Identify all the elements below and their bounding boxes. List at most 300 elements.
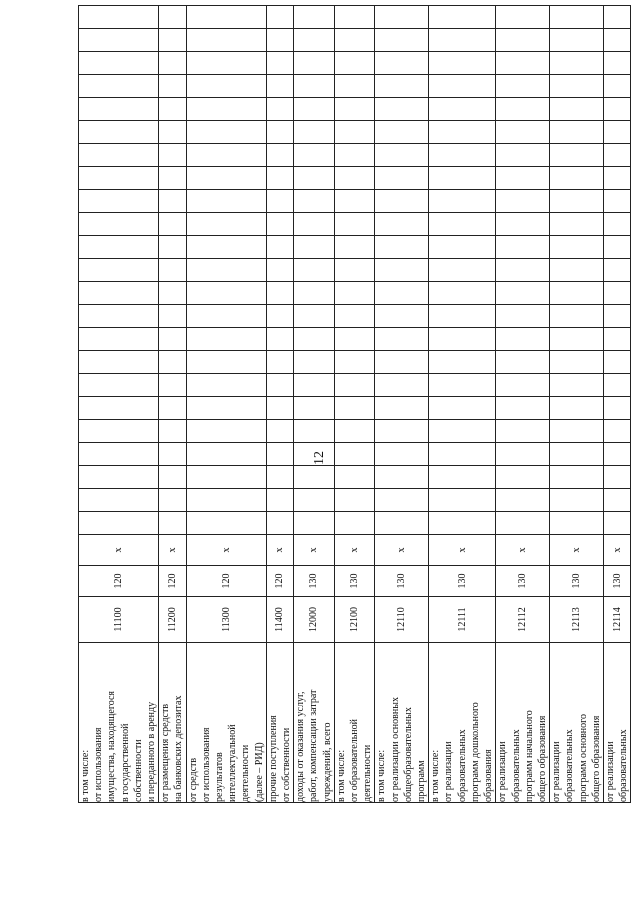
value-cell[interactable] xyxy=(375,259,429,282)
row-name-cell xyxy=(603,643,630,803)
value-cell[interactable] xyxy=(603,213,630,236)
value-cell[interactable] xyxy=(334,443,375,466)
value-cell[interactable] xyxy=(79,29,159,52)
value-cell[interactable] xyxy=(159,443,186,466)
value-cell[interactable] xyxy=(429,351,496,374)
value-cell[interactable] xyxy=(496,374,550,397)
row-code-cell: 12112 xyxy=(496,597,550,643)
row-name-line: от реализации xyxy=(443,741,455,802)
value-cell[interactable] xyxy=(550,512,604,535)
value-cell[interactable] xyxy=(496,6,550,29)
value-cell[interactable] xyxy=(186,282,266,305)
value-cell[interactable] xyxy=(496,282,550,305)
value-cell[interactable] xyxy=(79,213,159,236)
value-cell[interactable] xyxy=(266,6,293,29)
row-kosgu-cell: 130 xyxy=(496,566,550,597)
row-name-line: от средств xyxy=(187,757,199,802)
value-cell[interactable] xyxy=(496,351,550,374)
value-cell[interactable] xyxy=(186,397,266,420)
value-cell[interactable] xyxy=(550,75,604,98)
value-cell[interactable] xyxy=(603,121,630,144)
value-cell[interactable] xyxy=(79,397,159,420)
value-cell[interactable] xyxy=(159,282,186,305)
value-cell[interactable] xyxy=(603,259,630,282)
value-cell[interactable] xyxy=(79,420,159,443)
value-cell[interactable] xyxy=(79,167,159,190)
value-cell[interactable] xyxy=(266,190,293,213)
value-cell[interactable] xyxy=(186,236,266,259)
value-cell[interactable] xyxy=(159,489,186,512)
value-cell[interactable] xyxy=(186,52,266,75)
value-cell[interactable] xyxy=(375,121,429,144)
value-cell[interactable] xyxy=(550,351,604,374)
value-cell[interactable] xyxy=(375,420,429,443)
value-cell[interactable] xyxy=(334,52,375,75)
value-cell[interactable] xyxy=(496,75,550,98)
row-name-line: программ основного xyxy=(577,713,589,802)
value-cell[interactable] xyxy=(550,374,604,397)
table-row xyxy=(334,6,375,803)
value-cell[interactable] xyxy=(334,190,375,213)
value-cell[interactable] xyxy=(294,236,335,259)
value-cell[interactable] xyxy=(603,282,630,305)
value-cell[interactable] xyxy=(375,282,429,305)
value-cell[interactable] xyxy=(603,190,630,213)
row-code-cell: 11200 xyxy=(159,597,186,643)
value-cell[interactable] xyxy=(294,144,335,167)
value-cell[interactable] xyxy=(375,443,429,466)
value-cell[interactable] xyxy=(375,397,429,420)
value-cell[interactable] xyxy=(603,98,630,121)
value-cell[interactable] xyxy=(266,489,293,512)
value-cell[interactable] xyxy=(429,466,496,489)
value-cell[interactable] xyxy=(294,512,335,535)
row-name-line: общеобразовательных xyxy=(402,707,414,802)
value-cell[interactable] xyxy=(603,29,630,52)
row-name-line: имущества, находящегося xyxy=(106,691,118,802)
value-cell[interactable] xyxy=(334,282,375,305)
value-cell[interactable] xyxy=(603,397,630,420)
value-cell[interactable] xyxy=(186,75,266,98)
value-cell[interactable] xyxy=(550,144,604,167)
value-cell[interactable] xyxy=(429,213,496,236)
value-cell[interactable] xyxy=(159,190,186,213)
value-cell[interactable] xyxy=(159,259,186,282)
value-cell[interactable] xyxy=(550,282,604,305)
row-name-line: от реализации xyxy=(497,741,509,802)
row-name-line: в том числе: xyxy=(376,749,388,802)
value-cell[interactable] xyxy=(159,29,186,52)
value-cell[interactable] xyxy=(603,420,630,443)
value-cell[interactable] xyxy=(79,489,159,512)
value-cell[interactable] xyxy=(266,282,293,305)
value-cell[interactable] xyxy=(159,328,186,351)
value-cell[interactable] xyxy=(334,75,375,98)
row-name-line: в том числе: xyxy=(80,749,91,802)
value-cell[interactable] xyxy=(294,6,335,29)
value-cell[interactable] xyxy=(496,443,550,466)
value-cell[interactable] xyxy=(375,374,429,397)
value-cell[interactable] xyxy=(79,443,159,466)
row-name-line: общего образования xyxy=(590,715,602,802)
row-name-line: деятельности xyxy=(240,744,252,802)
value-cell[interactable] xyxy=(266,144,293,167)
value-cell[interactable] xyxy=(550,52,604,75)
row-mark-cell: x xyxy=(79,535,159,566)
value-cell[interactable] xyxy=(496,328,550,351)
value-cell[interactable] xyxy=(429,144,496,167)
row-name-line: образования xyxy=(483,749,495,802)
value-cell[interactable] xyxy=(294,489,335,512)
value-cell[interactable] xyxy=(375,213,429,236)
row-name-line: деятельности xyxy=(362,744,374,802)
value-cell[interactable] xyxy=(550,397,604,420)
value-cell[interactable] xyxy=(294,374,335,397)
value-cell[interactable] xyxy=(186,167,266,190)
value-cell[interactable] xyxy=(186,190,266,213)
value-cell[interactable] xyxy=(186,29,266,52)
value-cell[interactable] xyxy=(159,213,186,236)
row-name-line: от использования xyxy=(93,727,105,802)
value-cell[interactable] xyxy=(186,466,266,489)
value-cell[interactable] xyxy=(603,144,630,167)
value-cell[interactable] xyxy=(496,512,550,535)
row-name-line: от размещения средств xyxy=(160,703,172,802)
value-cell[interactable] xyxy=(186,213,266,236)
value-cell[interactable] xyxy=(550,213,604,236)
value-cell[interactable] xyxy=(429,328,496,351)
value-cell[interactable] xyxy=(334,121,375,144)
value-cell[interactable] xyxy=(429,489,496,512)
value-cell[interactable] xyxy=(375,98,429,121)
value-cell[interactable] xyxy=(294,397,335,420)
value-cell[interactable] xyxy=(294,121,335,144)
row-kosgu-cell: 130 xyxy=(429,566,496,597)
value-cell[interactable] xyxy=(496,259,550,282)
value-cell[interactable] xyxy=(496,489,550,512)
row-name-line: и переданного в аренду xyxy=(146,701,158,802)
value-cell[interactable] xyxy=(266,167,293,190)
row-code-cell: 12100 xyxy=(334,597,375,643)
value-cell[interactable] xyxy=(375,6,429,29)
value-cell[interactable] xyxy=(159,98,186,121)
row-name-line: от реализации xyxy=(604,741,616,802)
row-name-line: образовательных xyxy=(618,729,630,802)
value-cell[interactable] xyxy=(266,420,293,443)
value-cell[interactable] xyxy=(375,75,429,98)
value-cell[interactable] xyxy=(496,397,550,420)
value-cell[interactable] xyxy=(496,190,550,213)
value-cell[interactable] xyxy=(294,167,335,190)
row-code-cell: 12000 xyxy=(294,597,335,643)
value-cell[interactable] xyxy=(334,259,375,282)
value-cell[interactable] xyxy=(603,305,630,328)
value-cell[interactable] xyxy=(186,6,266,29)
value-cell[interactable] xyxy=(294,52,335,75)
value-cell[interactable] xyxy=(334,328,375,351)
value-cell[interactable] xyxy=(159,6,186,29)
row-name-cell xyxy=(496,643,550,803)
value-cell[interactable] xyxy=(496,167,550,190)
value-cell[interactable] xyxy=(79,6,159,29)
value-cell[interactable] xyxy=(429,282,496,305)
value-cell[interactable] xyxy=(550,420,604,443)
value-cell[interactable] xyxy=(429,29,496,52)
value-cell[interactable] xyxy=(603,328,630,351)
value-cell[interactable] xyxy=(429,190,496,213)
value-cell[interactable] xyxy=(159,52,186,75)
value-cell[interactable] xyxy=(496,236,550,259)
value-cell[interactable] xyxy=(294,75,335,98)
value-cell[interactable] xyxy=(496,420,550,443)
value-cell[interactable] xyxy=(603,236,630,259)
value-cell[interactable] xyxy=(496,98,550,121)
value-cell[interactable] xyxy=(429,6,496,29)
value-cell[interactable] xyxy=(79,98,159,121)
value-cell[interactable] xyxy=(334,167,375,190)
row-name-line: программ начального xyxy=(523,710,535,802)
row-name-line: в том числе: xyxy=(430,749,442,802)
value-cell[interactable] xyxy=(429,236,496,259)
value-cell[interactable] xyxy=(334,351,375,374)
row-kosgu-cell: 130 xyxy=(550,566,604,597)
value-cell[interactable] xyxy=(294,259,335,282)
value-cell[interactable] xyxy=(496,213,550,236)
value-cell[interactable] xyxy=(334,466,375,489)
row-kosgu-cell: 130 xyxy=(375,566,429,597)
table-row xyxy=(266,6,293,803)
row-name-cell xyxy=(294,643,335,803)
value-cell[interactable] xyxy=(334,29,375,52)
value-cell[interactable] xyxy=(79,282,159,305)
value-cell[interactable] xyxy=(429,52,496,75)
value-cell[interactable] xyxy=(186,512,266,535)
value-cell[interactable] xyxy=(550,6,604,29)
value-cell[interactable] xyxy=(159,351,186,374)
value-cell[interactable] xyxy=(294,190,335,213)
value-cell[interactable] xyxy=(429,397,496,420)
value-cell[interactable] xyxy=(375,144,429,167)
value-cell[interactable] xyxy=(375,489,429,512)
value-cell[interactable] xyxy=(79,190,159,213)
value-cell[interactable] xyxy=(429,98,496,121)
value-cell[interactable] xyxy=(79,259,159,282)
value-cell[interactable] xyxy=(603,466,630,489)
row-name-line: в государственной xyxy=(119,723,131,802)
value-cell[interactable] xyxy=(603,512,630,535)
value-cell[interactable] xyxy=(266,98,293,121)
value-cell[interactable] xyxy=(186,305,266,328)
value-cell[interactable] xyxy=(375,328,429,351)
value-cell[interactable] xyxy=(294,98,335,121)
value-cell[interactable] xyxy=(79,466,159,489)
value-cell[interactable] xyxy=(429,75,496,98)
value-cell[interactable] xyxy=(79,75,159,98)
value-cell[interactable] xyxy=(186,374,266,397)
value-cell[interactable] xyxy=(550,443,604,466)
row-name-line: в том числе: xyxy=(335,749,347,802)
value-cell[interactable] xyxy=(375,466,429,489)
value-cell[interactable] xyxy=(186,420,266,443)
value-cell[interactable] xyxy=(603,351,630,374)
value-cell[interactable] xyxy=(266,397,293,420)
value-cell[interactable] xyxy=(186,443,266,466)
value-cell[interactable] xyxy=(266,213,293,236)
value-cell[interactable] xyxy=(496,52,550,75)
value-cell[interactable] xyxy=(496,305,550,328)
value-cell[interactable] xyxy=(294,328,335,351)
value-cell[interactable] xyxy=(266,121,293,144)
value-cell[interactable] xyxy=(294,282,335,305)
value-cell[interactable] xyxy=(294,420,335,443)
value-cell[interactable] xyxy=(79,305,159,328)
value-cell[interactable] xyxy=(334,6,375,29)
value-cell[interactable] xyxy=(603,52,630,75)
value-cell[interactable] xyxy=(334,213,375,236)
value-cell[interactable] xyxy=(429,167,496,190)
value-cell[interactable] xyxy=(334,374,375,397)
value-cell[interactable] xyxy=(603,6,630,29)
value-cell[interactable] xyxy=(550,167,604,190)
value-cell[interactable] xyxy=(79,236,159,259)
value-cell[interactable] xyxy=(266,443,293,466)
value-cell[interactable] xyxy=(266,512,293,535)
value-cell[interactable] xyxy=(159,75,186,98)
value-cell[interactable] xyxy=(550,236,604,259)
value-cell[interactable] xyxy=(334,236,375,259)
value-cell[interactable] xyxy=(159,121,186,144)
value-cell[interactable] xyxy=(550,489,604,512)
value-cell[interactable] xyxy=(375,512,429,535)
value-cell[interactable] xyxy=(79,351,159,374)
value-cell[interactable] xyxy=(159,466,186,489)
value-cell[interactable] xyxy=(79,121,159,144)
value-cell[interactable] xyxy=(375,52,429,75)
value-cell[interactable] xyxy=(429,420,496,443)
row-name-line: работ, компенсации затрат xyxy=(308,689,320,802)
value-cell[interactable] xyxy=(294,351,335,374)
value-cell[interactable] xyxy=(550,466,604,489)
value-cell[interactable] xyxy=(603,75,630,98)
value-cell[interactable] xyxy=(496,29,550,52)
value-cell[interactable] xyxy=(429,259,496,282)
value-cell[interactable] xyxy=(375,29,429,52)
value-cell[interactable] xyxy=(429,374,496,397)
value-cell[interactable] xyxy=(550,259,604,282)
value-cell[interactable] xyxy=(334,305,375,328)
value-cell[interactable] xyxy=(79,144,159,167)
value-cell[interactable] xyxy=(334,489,375,512)
row-mark-cell: x xyxy=(496,535,550,566)
value-cell[interactable] xyxy=(334,420,375,443)
value-cell[interactable] xyxy=(334,144,375,167)
value-cell[interactable] xyxy=(266,259,293,282)
value-cell[interactable] xyxy=(294,305,335,328)
value-cell[interactable] xyxy=(429,512,496,535)
value-cell[interactable] xyxy=(79,52,159,75)
value-cell[interactable] xyxy=(266,466,293,489)
value-cell[interactable] xyxy=(79,374,159,397)
value-cell[interactable] xyxy=(159,374,186,397)
value-cell[interactable] xyxy=(186,121,266,144)
value-cell[interactable] xyxy=(496,121,550,144)
value-cell[interactable] xyxy=(334,397,375,420)
value-cell[interactable] xyxy=(375,351,429,374)
value-cell[interactable] xyxy=(294,466,335,489)
value-cell[interactable] xyxy=(603,374,630,397)
value-cell[interactable] xyxy=(159,167,186,190)
value-cell[interactable] xyxy=(294,443,335,466)
row-code-cell: 12110 xyxy=(375,597,429,643)
value-cell[interactable] xyxy=(266,351,293,374)
value-cell[interactable] xyxy=(429,305,496,328)
value-cell[interactable] xyxy=(159,236,186,259)
row-name-cell xyxy=(550,643,604,803)
value-cell[interactable] xyxy=(429,121,496,144)
value-cell[interactable] xyxy=(266,75,293,98)
value-cell[interactable] xyxy=(186,351,266,374)
value-cell[interactable] xyxy=(496,466,550,489)
value-cell[interactable] xyxy=(159,512,186,535)
value-cell[interactable] xyxy=(294,213,335,236)
row-kosgu-cell: 120 xyxy=(79,566,159,597)
value-cell[interactable] xyxy=(550,98,604,121)
row-code-cell: 11300 xyxy=(186,597,266,643)
value-cell[interactable] xyxy=(266,328,293,351)
value-cell[interactable] xyxy=(550,121,604,144)
value-cell[interactable] xyxy=(294,29,335,52)
row-name-line: на банковских депозитах xyxy=(173,695,185,802)
value-cell[interactable] xyxy=(159,144,186,167)
value-cell[interactable] xyxy=(159,420,186,443)
value-cell[interactable] xyxy=(159,305,186,328)
value-cell[interactable] xyxy=(603,167,630,190)
value-cell[interactable] xyxy=(159,397,186,420)
value-cell[interactable] xyxy=(266,29,293,52)
value-cell[interactable] xyxy=(79,512,159,535)
value-cell[interactable] xyxy=(429,443,496,466)
value-cell[interactable] xyxy=(334,98,375,121)
value-cell[interactable] xyxy=(186,259,266,282)
row-name-cell xyxy=(375,643,429,803)
value-cell[interactable] xyxy=(375,236,429,259)
value-cell[interactable] xyxy=(550,305,604,328)
value-cell[interactable] xyxy=(334,512,375,535)
row-name-line: учреждений, всего xyxy=(321,722,333,802)
value-cell[interactable] xyxy=(266,305,293,328)
value-cell[interactable] xyxy=(186,489,266,512)
value-cell[interactable] xyxy=(79,328,159,351)
value-cell[interactable] xyxy=(603,489,630,512)
value-cell[interactable] xyxy=(375,305,429,328)
value-cell[interactable] xyxy=(266,52,293,75)
value-cell[interactable] xyxy=(550,190,604,213)
value-cell[interactable] xyxy=(266,236,293,259)
value-cell[interactable] xyxy=(186,328,266,351)
row-code-cell: 12113 xyxy=(550,597,604,643)
value-cell[interactable] xyxy=(550,328,604,351)
value-cell[interactable] xyxy=(550,29,604,52)
value-cell[interactable] xyxy=(375,190,429,213)
value-cell[interactable] xyxy=(603,443,630,466)
value-cell[interactable] xyxy=(496,144,550,167)
row-kosgu-cell: 120 xyxy=(266,566,293,597)
table-row xyxy=(603,6,630,803)
value-cell[interactable] xyxy=(375,167,429,190)
value-cell[interactable] xyxy=(186,144,266,167)
value-cell[interactable] xyxy=(266,374,293,397)
value-cell[interactable] xyxy=(186,98,266,121)
